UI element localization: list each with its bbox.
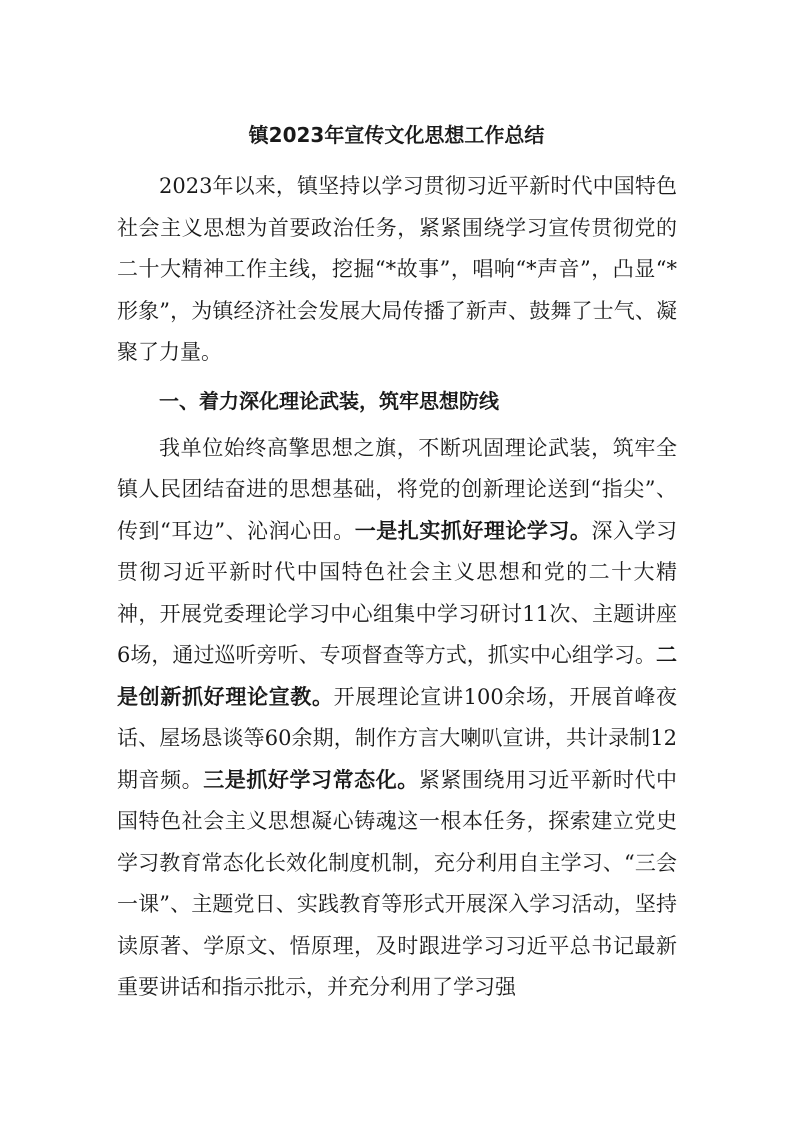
intro-paragraph: 2023年以来，镇坚持以学习贯彻习近平新时代中国特色社会主义思想为首要政治任务，紧紧围绕学习宣传贯彻党的二十大精神工作主线，挖掘“*故事”，唱响“*声音”，凸显“*形象”，为镇经济社会发展大局传播了新声、鼓舞了士气、凝聚了力量。 — [117, 174, 677, 364]
section-heading-1: 一、着力深化理论武装，筑牢思想防线 — [159, 388, 499, 413]
document-title: 镇2023年宣传文化思想工作总结 — [248, 123, 545, 147]
paragraph-text: 开展理论宣讲100余场，开展首峰夜话、屋场恳谈等60余期，制作方言大喇叭宣讲，共计录制12期音频。 — [117, 684, 678, 792]
bold-point-1: 一是扎实抓好理论学习。 — [354, 518, 592, 543]
paragraph-text: 紧紧围绕用习近平新时代中国特色社会主义思想凝心铸魂这一根本任务，探索建立党史学习教育常态化长效化制度机制，充分利用自主学习、“三会一课”、主题党日、实践教育等形式开展深入学习活动，坚持读原著、学原文、悟原理，及时跟进学习习近平总书记最新重要讲话和指示批示，并充分利用了学习强 — [117, 767, 678, 999]
section-1-paragraph — [117, 428, 677, 1009]
bold-point-2: 二是创新抓好理论宣教。 — [117, 643, 677, 709]
bold-point-3: 三是抓好学习常态化。 — [203, 767, 419, 792]
document-body — [117, 166, 677, 1009]
paragraph-text: 我单位始终高擎思想之旗，不断巩固理论武装，筑牢全镇人民团结奋进的思想基础，将党的创新理论送到“指尖”、传到“耳边”、沁润心田。 — [117, 435, 677, 543]
paragraph-text: 深入学习贯彻习近平新时代中国特色社会主义思想和党的二十大精神，开展党委理论学习中心组集中学习研讨11次、主题讲座6场，通过巡听旁听、专项督查等方式，抓实中心组学习。 — [117, 518, 677, 667]
